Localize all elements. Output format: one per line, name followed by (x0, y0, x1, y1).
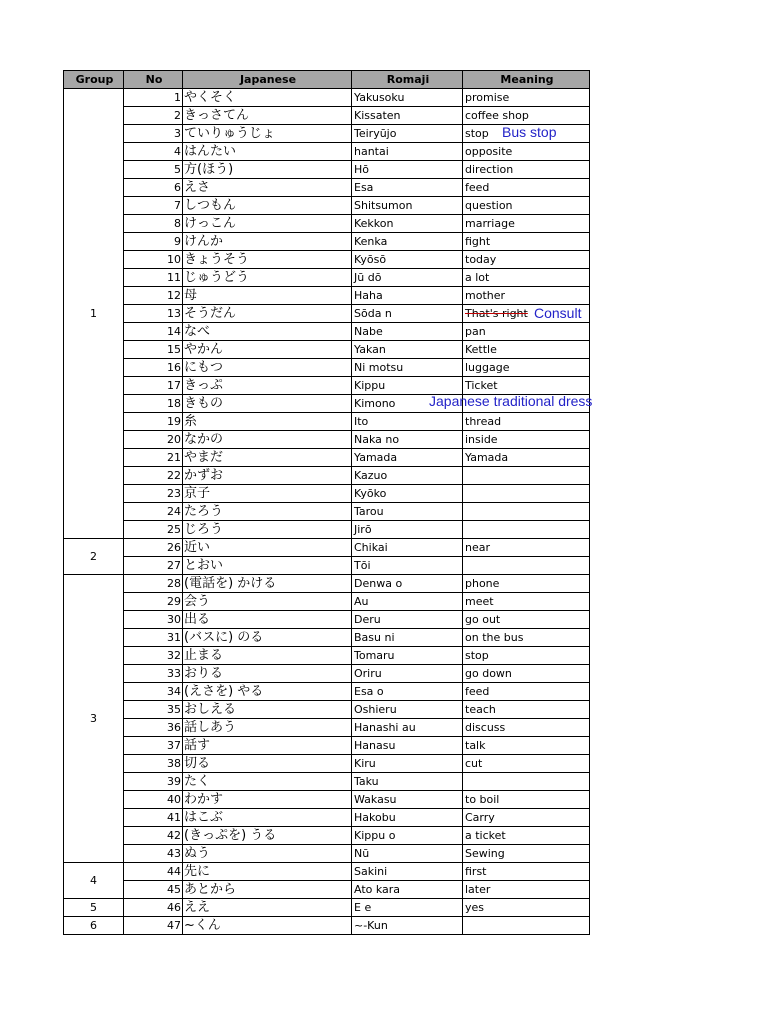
meaning-cell[interactable]: direction (463, 161, 590, 179)
romaji-cell[interactable]: Kimono (352, 395, 463, 413)
no-cell[interactable]: 10 (124, 251, 183, 269)
no-cell[interactable]: 8 (124, 215, 183, 233)
romaji-cell[interactable]: Hakobu (352, 809, 463, 827)
table-row (64, 647, 590, 665)
romaji-cell[interactable]: Kyōko (352, 485, 463, 503)
table-row (64, 179, 590, 197)
table-row (64, 683, 590, 701)
table-row (64, 233, 590, 251)
romaji-cell[interactable]: Sakini (352, 863, 463, 881)
no-cell[interactable]: 17 (124, 377, 183, 395)
annotation-bus-stop: Bus stop (502, 124, 557, 140)
japanese-cell[interactable]: とおい (183, 557, 352, 575)
no-cell[interactable]: 40 (124, 791, 183, 809)
table-row (64, 845, 590, 863)
japanese-cell[interactable]: あとから (183, 881, 352, 899)
japanese-cell[interactable]: かずお (183, 467, 352, 485)
meaning-cell[interactable] (463, 503, 590, 521)
japanese-cell[interactable]: 出る (183, 611, 352, 629)
meaning-cell[interactable] (463, 773, 590, 791)
romaji-cell[interactable]: Kazuo (352, 467, 463, 485)
meaning-cell[interactable]: luggage (463, 359, 590, 377)
japanese-cell[interactable]: 話しあう (183, 719, 352, 737)
japanese-cell[interactable]: にもつ (183, 359, 352, 377)
group-cell[interactable]: 3 (64, 575, 124, 863)
group-cell[interactable]: 4 (64, 863, 124, 899)
table-row (64, 251, 590, 269)
table-row (64, 161, 590, 179)
romaji-cell[interactable]: Kippu (352, 377, 463, 395)
header-japanese[interactable]: Japanese (183, 71, 352, 89)
japanese-cell[interactable]: ぬう (183, 845, 352, 863)
meaning-cell[interactable]: coffee shop (463, 107, 590, 125)
no-cell[interactable]: 9 (124, 233, 183, 251)
no-cell[interactable]: 4 (124, 143, 183, 161)
header-group[interactable]: Group (64, 71, 124, 89)
japanese-cell[interactable]: やくそく (183, 89, 352, 107)
table-row (64, 449, 590, 467)
japanese-cell[interactable]: 会う (183, 593, 352, 611)
table-row (64, 809, 590, 827)
table-row (64, 917, 590, 935)
no-cell[interactable]: 20 (124, 431, 183, 449)
meaning-cell[interactable]: opposite (463, 143, 590, 161)
meaning-cell[interactable]: Kettle (463, 341, 590, 359)
meaning-cell[interactable] (463, 557, 590, 575)
no-cell[interactable]: 7 (124, 197, 183, 215)
meaning-cell[interactable]: on the bus (463, 629, 590, 647)
table-row (64, 503, 590, 521)
table-row (64, 305, 590, 323)
table-row (64, 863, 590, 881)
table-row (64, 143, 590, 161)
japanese-cell[interactable]: 母 (183, 287, 352, 305)
japanese-cell[interactable]: きっさてん (183, 107, 352, 125)
romaji-cell[interactable]: Esa (352, 179, 463, 197)
japanese-cell[interactable]: ええ (183, 899, 352, 917)
japanese-cell[interactable]: けんか (183, 233, 352, 251)
no-cell[interactable]: 27 (124, 557, 183, 575)
no-cell[interactable]: 29 (124, 593, 183, 611)
table-row (64, 593, 590, 611)
meaning-cell[interactable]: promise (463, 89, 590, 107)
romaji-cell[interactable]: Naka no (352, 431, 463, 449)
meaning-cell[interactable]: marriage (463, 215, 590, 233)
meaning-cell[interactable]: stop (463, 125, 590, 143)
romaji-cell[interactable]: Shitsumon (352, 197, 463, 215)
romaji-cell[interactable]: Yamada (352, 449, 463, 467)
meaning-cell[interactable]: yes (463, 899, 590, 917)
table-row (64, 341, 590, 359)
annotation-consult: Consult (534, 305, 582, 321)
table-row (64, 719, 590, 737)
meaning-cell[interactable]: teach (463, 701, 590, 719)
meaning-cell[interactable] (463, 917, 590, 935)
no-cell[interactable]: 23 (124, 485, 183, 503)
meaning-cell[interactable]: near (463, 539, 590, 557)
romaji-cell[interactable]: Oriru (352, 665, 463, 683)
romaji-cell[interactable]: Kiru (352, 755, 463, 773)
no-cell[interactable]: 41 (124, 809, 183, 827)
table-row (64, 413, 590, 431)
japanese-cell[interactable]: たろう (183, 503, 352, 521)
header-no[interactable]: No (124, 71, 183, 89)
japanese-cell[interactable]: (きっぷを) うる (183, 827, 352, 845)
no-cell[interactable]: 13 (124, 305, 183, 323)
japanese-cell[interactable]: 糸 (183, 413, 352, 431)
meaning-cell[interactable]: a ticket (463, 827, 590, 845)
romaji-cell[interactable]: Wakasu (352, 791, 463, 809)
no-cell[interactable]: 2 (124, 107, 183, 125)
japanese-cell[interactable]: 切る (183, 755, 352, 773)
romaji-cell[interactable]: Kyōsō (352, 251, 463, 269)
table-row (64, 629, 590, 647)
japanese-cell[interactable]: やまだ (183, 449, 352, 467)
no-cell[interactable]: 28 (124, 575, 183, 593)
japanese-cell[interactable]: わかす (183, 791, 352, 809)
meaning-cell[interactable]: discuss (463, 719, 590, 737)
japanese-cell[interactable]: (電話を) かける (183, 575, 352, 593)
romaji-cell[interactable]: Yakan (352, 341, 463, 359)
romaji-cell[interactable]: Haha (352, 287, 463, 305)
romaji-cell[interactable]: Kippu o (352, 827, 463, 845)
japanese-cell[interactable]: (えさを) やる (183, 683, 352, 701)
romaji-cell[interactable]: Ato kara (352, 881, 463, 899)
table-row (64, 89, 590, 107)
japanese-cell[interactable]: (バスに) のる (183, 629, 352, 647)
meaning-cell[interactable]: to boil (463, 791, 590, 809)
japanese-cell[interactable]: 止まる (183, 647, 352, 665)
romaji-cell[interactable]: Basu ni (352, 629, 463, 647)
japanese-cell[interactable]: えさ (183, 179, 352, 197)
romaji-cell[interactable]: Tomaru (352, 647, 463, 665)
table-row (64, 467, 590, 485)
no-cell[interactable]: 1 (124, 89, 183, 107)
table-row (64, 791, 590, 809)
romaji-cell[interactable]: Kissaten (352, 107, 463, 125)
no-cell[interactable]: 36 (124, 719, 183, 737)
table-row (64, 215, 590, 233)
no-cell[interactable]: 31 (124, 629, 183, 647)
no-cell[interactable]: 45 (124, 881, 183, 899)
japanese-cell[interactable]: 話す (183, 737, 352, 755)
romaji-cell[interactable]: Tarou (352, 503, 463, 521)
romaji-cell[interactable]: Jū dō (352, 269, 463, 287)
meaning-cell[interactable]: meet (463, 593, 590, 611)
vocabulary-table (63, 70, 593, 935)
romaji-cell[interactable]: Au (352, 593, 463, 611)
japanese-cell[interactable]: はこぶ (183, 809, 352, 827)
japanese-cell[interactable]: 方(ほう) (183, 161, 352, 179)
no-cell[interactable]: 32 (124, 647, 183, 665)
meaning-cell[interactable]: feed (463, 683, 590, 701)
romaji-cell[interactable]: Tōi (352, 557, 463, 575)
romaji-cell[interactable]: Kenka (352, 233, 463, 251)
meaning-cell[interactable]: go out (463, 611, 590, 629)
japanese-cell[interactable]: 先に (183, 863, 352, 881)
japanese-cell[interactable]: なかの (183, 431, 352, 449)
table-row (64, 737, 590, 755)
meaning-cell[interactable] (463, 521, 590, 539)
japanese-cell[interactable]: きっぷ (183, 377, 352, 395)
table-row (64, 323, 590, 341)
table-row (64, 107, 590, 125)
romaji-cell[interactable]: Kekkon (352, 215, 463, 233)
no-cell[interactable]: 15 (124, 341, 183, 359)
meaning-cell[interactable]: Sewing (463, 845, 590, 863)
table-row (64, 773, 590, 791)
romaji-cell[interactable]: Ito (352, 413, 463, 431)
no-cell[interactable]: 34 (124, 683, 183, 701)
japanese-cell[interactable]: たく (183, 773, 352, 791)
meaning-cell[interactable]: mother (463, 287, 590, 305)
table-row (64, 557, 590, 575)
meaning-cell[interactable]: phone (463, 575, 590, 593)
table-row (64, 755, 590, 773)
japanese-cell[interactable]: ていりゅうじょ (183, 125, 352, 143)
no-cell[interactable]: 19 (124, 413, 183, 431)
japanese-cell[interactable]: けっこん (183, 215, 352, 233)
meaning-cell[interactable]: inside (463, 431, 590, 449)
japanese-cell[interactable]: はんたい (183, 143, 352, 161)
meaning-cell[interactable] (463, 467, 590, 485)
romaji-cell[interactable]: Nū (352, 845, 463, 863)
no-cell[interactable]: 25 (124, 521, 183, 539)
table-row (64, 575, 590, 593)
table-row (64, 827, 590, 845)
no-cell[interactable]: 14 (124, 323, 183, 341)
japanese-cell[interactable]: じろう (183, 521, 352, 539)
romaji-cell[interactable]: Taku (352, 773, 463, 791)
romaji-cell[interactable]: Sōda n (352, 305, 463, 323)
romaji-cell[interactable]: Yakusoku (352, 89, 463, 107)
romaji-cell[interactable]: hantai (352, 143, 463, 161)
japanese-cell[interactable]: 京子 (183, 485, 352, 503)
no-cell[interactable]: 33 (124, 665, 183, 683)
table-row (64, 359, 590, 377)
romaji-cell[interactable]: Hanasu (352, 737, 463, 755)
group-cell[interactable]: 5 (64, 899, 124, 917)
group-cell[interactable]: 1 (64, 89, 124, 539)
romaji-cell[interactable]: Hanashi au (352, 719, 463, 737)
group-cell[interactable]: 6 (64, 917, 124, 935)
table-row (64, 287, 590, 305)
meaning-cell[interactable]: cut (463, 755, 590, 773)
struck-meaning-text: That's right (465, 307, 528, 320)
no-cell[interactable]: 44 (124, 863, 183, 881)
no-cell[interactable]: 37 (124, 737, 183, 755)
no-cell[interactable]: 42 (124, 827, 183, 845)
meaning-cell[interactable]: question (463, 197, 590, 215)
table-row (64, 377, 590, 395)
no-cell[interactable]: 43 (124, 845, 183, 863)
japanese-cell[interactable]: やかん (183, 341, 352, 359)
no-cell[interactable]: 24 (124, 503, 183, 521)
table-row (64, 899, 590, 917)
no-cell[interactable]: 47 (124, 917, 183, 935)
no-cell[interactable]: 18 (124, 395, 183, 413)
romaji-cell[interactable]: Chikai (352, 539, 463, 557)
meaning-cell[interactable]: Carry (463, 809, 590, 827)
no-cell[interactable]: 26 (124, 539, 183, 557)
no-cell[interactable]: 6 (124, 179, 183, 197)
japanese-cell[interactable]: しつもん (183, 197, 352, 215)
meaning-cell[interactable]: thread (463, 413, 590, 431)
no-cell[interactable]: 11 (124, 269, 183, 287)
table-row (64, 611, 590, 629)
no-cell[interactable]: 12 (124, 287, 183, 305)
meaning-cell[interactable]: today (463, 251, 590, 269)
no-cell[interactable]: 38 (124, 755, 183, 773)
table-row (64, 197, 590, 215)
no-cell[interactable]: 22 (124, 467, 183, 485)
meaning-cell[interactable]: stop (463, 647, 590, 665)
header-romaji[interactable]: Romaji (352, 71, 463, 89)
table-row (64, 701, 590, 719)
japanese-cell[interactable]: 近い (183, 539, 352, 557)
romaji-cell[interactable]: ~-Kun (352, 917, 463, 935)
no-cell[interactable]: 46 (124, 899, 183, 917)
no-cell[interactable]: 5 (124, 161, 183, 179)
no-cell[interactable]: 3 (124, 125, 183, 143)
romaji-cell[interactable]: Oshieru (352, 701, 463, 719)
meaning-cell[interactable]: pan (463, 323, 590, 341)
meaning-cell[interactable] (463, 485, 590, 503)
japanese-cell[interactable]: なべ (183, 323, 352, 341)
table-row (64, 539, 590, 557)
no-cell[interactable]: 16 (124, 359, 183, 377)
japanese-cell[interactable]: じゅうどう (183, 269, 352, 287)
table-row (64, 269, 590, 287)
meaning-cell[interactable]: Yamada (463, 449, 590, 467)
romaji-cell[interactable]: Jirō (352, 521, 463, 539)
romaji-cell[interactable]: Deru (352, 611, 463, 629)
table-row (64, 485, 590, 503)
japanese-cell[interactable]: おりる (183, 665, 352, 683)
table-row (64, 881, 590, 899)
meaning-cell[interactable]: a lot (463, 269, 590, 287)
no-cell[interactable]: 30 (124, 611, 183, 629)
romaji-cell[interactable]: Ni motsu (352, 359, 463, 377)
table-row (64, 521, 590, 539)
romaji-cell[interactable]: Esa o (352, 683, 463, 701)
header-row (64, 71, 590, 89)
meaning-cell[interactable]: talk (463, 737, 590, 755)
japanese-cell[interactable]: きょうそう (183, 251, 352, 269)
romaji-cell[interactable]: Nabe (352, 323, 463, 341)
japanese-cell[interactable]: きもの (183, 395, 352, 413)
romaji-cell[interactable]: E e (352, 899, 463, 917)
meaning-cell[interactable]: go down (463, 665, 590, 683)
table-row (64, 431, 590, 449)
romaji-cell[interactable]: Teiryūjo (352, 125, 463, 143)
no-cell[interactable]: 21 (124, 449, 183, 467)
table-row (64, 665, 590, 683)
japanese-cell[interactable]: おしえる (183, 701, 352, 719)
meaning-cell[interactable]: Ticket (463, 377, 590, 395)
annotation-kimono-meaning: Japanese traditional dress (429, 393, 593, 409)
romaji-cell[interactable]: Hō (352, 161, 463, 179)
meaning-cell[interactable]: first (463, 863, 590, 881)
no-cell[interactable]: 35 (124, 701, 183, 719)
no-cell[interactable]: 39 (124, 773, 183, 791)
meaning-cell[interactable]: fight (463, 233, 590, 251)
group-cell[interactable]: 2 (64, 539, 124, 575)
japanese-cell[interactable]: そうだん (183, 305, 352, 323)
romaji-cell[interactable]: Denwa o (352, 575, 463, 593)
japanese-cell[interactable]: ~くん (183, 917, 352, 935)
meaning-cell[interactable]: later (463, 881, 590, 899)
meaning-cell[interactable]: feed (463, 179, 590, 197)
header-meaning[interactable]: Meaning (463, 71, 590, 89)
